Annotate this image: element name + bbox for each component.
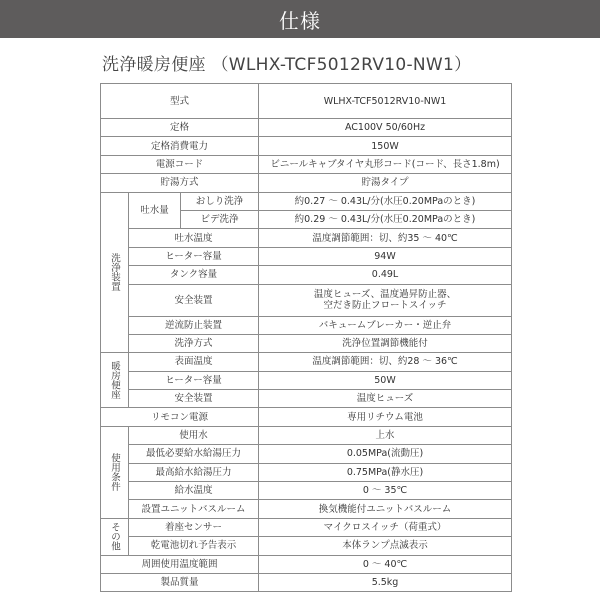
spec-label: 定格消費電力 xyxy=(101,137,259,155)
spec-value: 貯湯タイプ xyxy=(259,174,512,192)
spec-value: バキュームブレーカー・逆止弁 xyxy=(259,316,512,334)
table-row xyxy=(101,408,512,426)
table-row xyxy=(101,353,512,371)
spec-value: WLHX-TCF5012RV10-NW1 xyxy=(259,84,512,119)
spec-value-line: 空だき防止フロートスイッチ xyxy=(323,300,447,312)
spec-value: ビニールキャブタイヤ丸形コード(コード、長さ1.8m) xyxy=(259,155,512,173)
spec-label: リモコン電源 xyxy=(101,408,259,426)
table-row xyxy=(101,316,512,334)
spec-value: マイクロスイッチ（荷重式） xyxy=(259,518,512,536)
spec-value: 0.05MPa(流動圧) xyxy=(259,445,512,463)
spec-label: 設置ユニットバスルーム xyxy=(129,500,259,518)
spec-value: 0 ～ 35℃ xyxy=(259,482,512,500)
table-row xyxy=(101,119,512,137)
spec-label: ヒーター容量 xyxy=(129,371,259,389)
spec-label: 安全装置 xyxy=(129,284,259,316)
table-row xyxy=(101,573,512,591)
spec-value: 94W xyxy=(259,247,512,265)
table-row xyxy=(101,537,512,555)
spec-label: 着座センサー xyxy=(129,518,259,536)
page-header xyxy=(0,0,600,38)
table-row xyxy=(101,426,512,444)
spec-value-line: 温度ヒューズ、温度過昇防止器、 xyxy=(313,289,457,301)
spec-label: 周囲使用温度範囲 xyxy=(101,555,259,573)
group-label: その他 xyxy=(101,518,129,555)
spec-value: AC100V 50/60Hz xyxy=(259,119,512,137)
group-label: 使用条件 xyxy=(101,426,129,518)
table-row xyxy=(101,155,512,173)
table-row xyxy=(101,371,512,389)
spec-value: 約0.29 ～ 0.43L/分(水圧0.20MPaのとき) xyxy=(259,210,512,228)
spec-label: 最高給水給湯圧力 xyxy=(129,463,259,481)
spec-label: 型式 xyxy=(101,84,259,119)
spec-value: 換気機能付ユニットバスルーム xyxy=(259,500,512,518)
spec-value xyxy=(259,284,512,316)
spec-value: 専用リチウム電池 xyxy=(259,408,512,426)
table-row xyxy=(101,390,512,408)
table-row xyxy=(101,137,512,155)
table-row xyxy=(101,247,512,265)
group-label: 暖房便座 xyxy=(101,353,129,408)
table-row xyxy=(101,174,512,192)
subgroup-label: 吐水量 xyxy=(129,192,181,229)
spec-label: 吐水温度 xyxy=(129,229,259,247)
spec-label: 使用水 xyxy=(129,426,259,444)
spec-label: 定格 xyxy=(101,119,259,137)
table-row xyxy=(101,266,512,284)
spec-label: 給水温度 xyxy=(129,482,259,500)
spec-table xyxy=(100,83,512,592)
table-row xyxy=(101,445,512,463)
spec-value: 約0.27 ～ 0.43L/分(水圧0.20MPaのとき) xyxy=(259,192,512,210)
spec-label: 貯湯方式 xyxy=(101,174,259,192)
spec-value: 温度調節範囲：切、約28 ～ 36℃ xyxy=(259,353,512,371)
table-row xyxy=(101,555,512,573)
spec-label: ビデ洗浄 xyxy=(181,210,259,228)
spec-value: 0.49L xyxy=(259,266,512,284)
spec-label: ヒーター容量 xyxy=(129,247,259,265)
spec-label: 電源コード xyxy=(101,155,259,173)
spec-value: 0.75MPa(静水圧) xyxy=(259,463,512,481)
spec-value: 本体ランプ点滅表示 xyxy=(259,537,512,555)
spec-label: おしり洗浄 xyxy=(181,192,259,210)
spec-label: タンク容量 xyxy=(129,266,259,284)
spec-value: 5.5kg xyxy=(259,573,512,591)
spec-value: 50W xyxy=(259,371,512,389)
spec-label: 洗浄方式 xyxy=(129,334,259,352)
table-row xyxy=(101,229,512,247)
table-row xyxy=(101,192,512,210)
spec-value: 150W xyxy=(259,137,512,155)
spec-value: 上水 xyxy=(259,426,512,444)
product-subtitle: 洗浄暖房便座 （WLHX-TCF5012RV10-NW1） xyxy=(102,55,472,75)
spec-label: 製品質量 xyxy=(101,573,259,591)
spec-value: 洗浄位置調節機能付 xyxy=(259,334,512,352)
table-row xyxy=(101,334,512,352)
page-title: 仕様 xyxy=(279,8,321,33)
table-row xyxy=(101,463,512,481)
spec-value: 温度ヒューズ xyxy=(259,390,512,408)
table-row xyxy=(101,284,512,316)
spec-label: 乾電池切れ予告表示 xyxy=(129,537,259,555)
table-row xyxy=(101,84,512,119)
spec-label: 安全装置 xyxy=(129,390,259,408)
table-row xyxy=(101,482,512,500)
table-row xyxy=(101,500,512,518)
spec-label: 逆流防止装置 xyxy=(129,316,259,334)
spec-label: 最低必要給水給湯圧力 xyxy=(129,445,259,463)
group-label: 洗浄装置 xyxy=(101,192,129,353)
table-row xyxy=(101,518,512,536)
spec-label: 表面温度 xyxy=(129,353,259,371)
spec-value: 0 ～ 40℃ xyxy=(259,555,512,573)
spec-value: 温度調節範囲：切、約35 ～ 40℃ xyxy=(259,229,512,247)
